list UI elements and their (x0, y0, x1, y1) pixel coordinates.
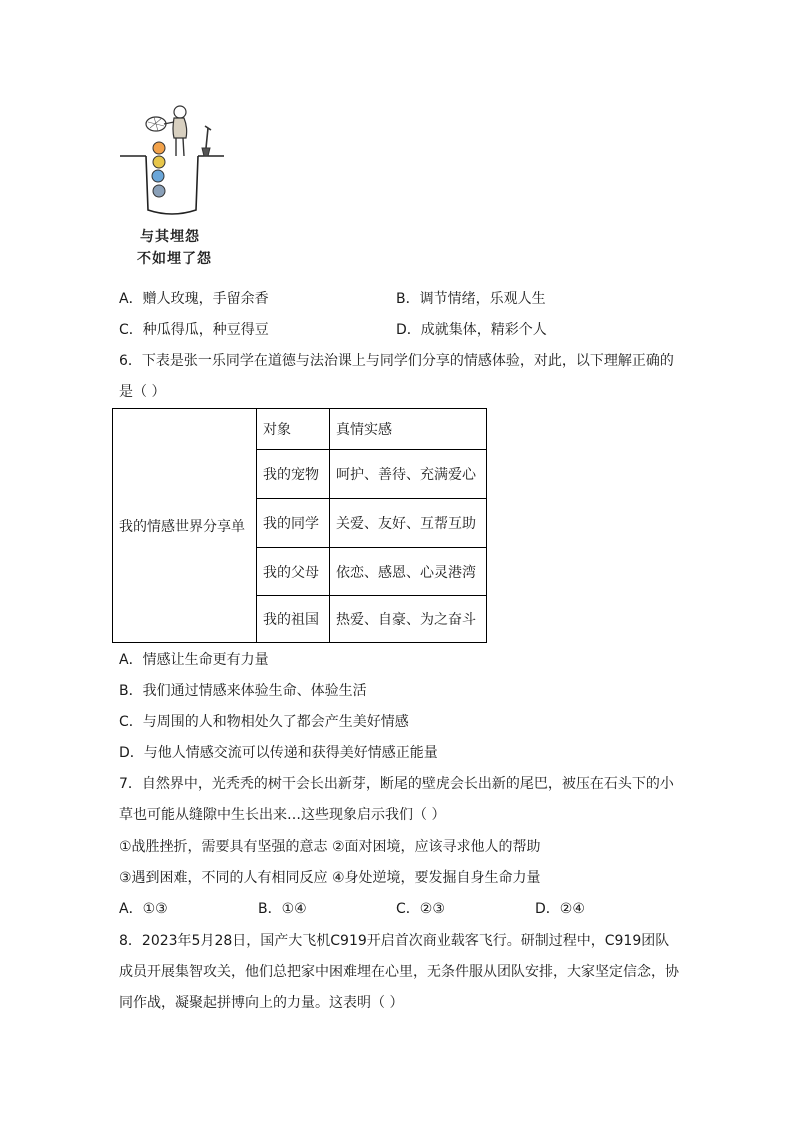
table-header-feeling: 真情实感 (330, 409, 487, 450)
q7-option-c: C．②③ (396, 901, 445, 917)
table-cell-object: 我的祖国 (257, 596, 330, 643)
q7-option-a: A．①③ (119, 901, 168, 917)
table-cell-feeling: 热爱、自豪、为之奋斗 (330, 596, 487, 643)
q6-option-a: A．情感让生命更有力量 (119, 652, 269, 668)
table-cell-feeling: 呵护、善待、充满爱心 (330, 450, 487, 499)
table-row-header: 我的情感世界分享单 (113, 409, 257, 643)
q7-stem-line2: 草也可能从缝隙中生长出来…这些现象启示我们（ ） (119, 807, 446, 823)
q6-option-d: D．与他人情感交流可以传递和获得美好情感正能量 (119, 745, 438, 761)
q5-option-c: C．种瓜得瓜，种豆得豆 (119, 322, 269, 338)
q7-option-b: B．①④ (258, 901, 307, 917)
q6-stem-line1: 6．下表是张一乐同学在道德与法治课上与同学们分享的情感体验，对此，以下理解正确的 (119, 353, 674, 369)
table-cell-object: 我的宠物 (257, 450, 330, 499)
q6-option-c: C．与周围的人和物相处久了都会产生美好情感 (119, 714, 409, 730)
table-header-object: 对象 (257, 409, 330, 450)
table-cell-feeling: 依恋、感恩、心灵港湾 (330, 548, 487, 596)
table-cell-object: 我的父母 (257, 548, 330, 596)
q7-statements-line2: ③遇到困难，不同的人有相同反应 ④身处逆境，要发掘自身生命力量 (119, 870, 541, 886)
table-cell-object: 我的同学 (257, 499, 330, 548)
emotion-share-table (112, 408, 487, 643)
q8-stem-line2: 成员开展集智攻关，他们总把家中困难埋在心里，无条件服从团队安排，大家坚定信念，协 (119, 964, 679, 980)
q7-option-d: D．②④ (535, 901, 585, 917)
q7-stem-line1: 7．自然界中，光秃秃的树干会长出新芽，断尾的壁虎会长出新的尾巴，被压在石头下的小 (119, 776, 674, 792)
q5-option-d: D．成就集体，精彩个人 (396, 322, 547, 338)
q6-stem-line2: 是（ ） (119, 384, 166, 400)
q5-option-b: B．调节情绪，乐观人生 (396, 291, 546, 307)
illustration-caption-line2: 不如埋了怨 (137, 251, 212, 267)
q6-option-b: B．我们通过情感来体验生命、体验生活 (119, 683, 367, 699)
q7-statements-line1: ①战胜挫折，需要具有坚强的意志 ②面对困境，应该寻求他人的帮助 (119, 839, 541, 855)
q8-stem-line1: 8．2023年5月28日，国产大飞机C919开启首次商业载客飞行。研制过程中，C919团队 (119, 933, 670, 949)
table-cell-feeling: 关爱、友好、互帮互助 (330, 499, 487, 548)
illustration (116, 104, 226, 224)
q5-option-a: A．赠人玫瑰，手留余香 (119, 291, 269, 307)
bury-complaints-cartoon (116, 104, 226, 224)
illustration-caption-line1: 与其埋怨 (140, 229, 200, 245)
q8-stem-line3: 同作战，凝聚起拼博向上的力量。这表明（ ） (119, 995, 404, 1011)
